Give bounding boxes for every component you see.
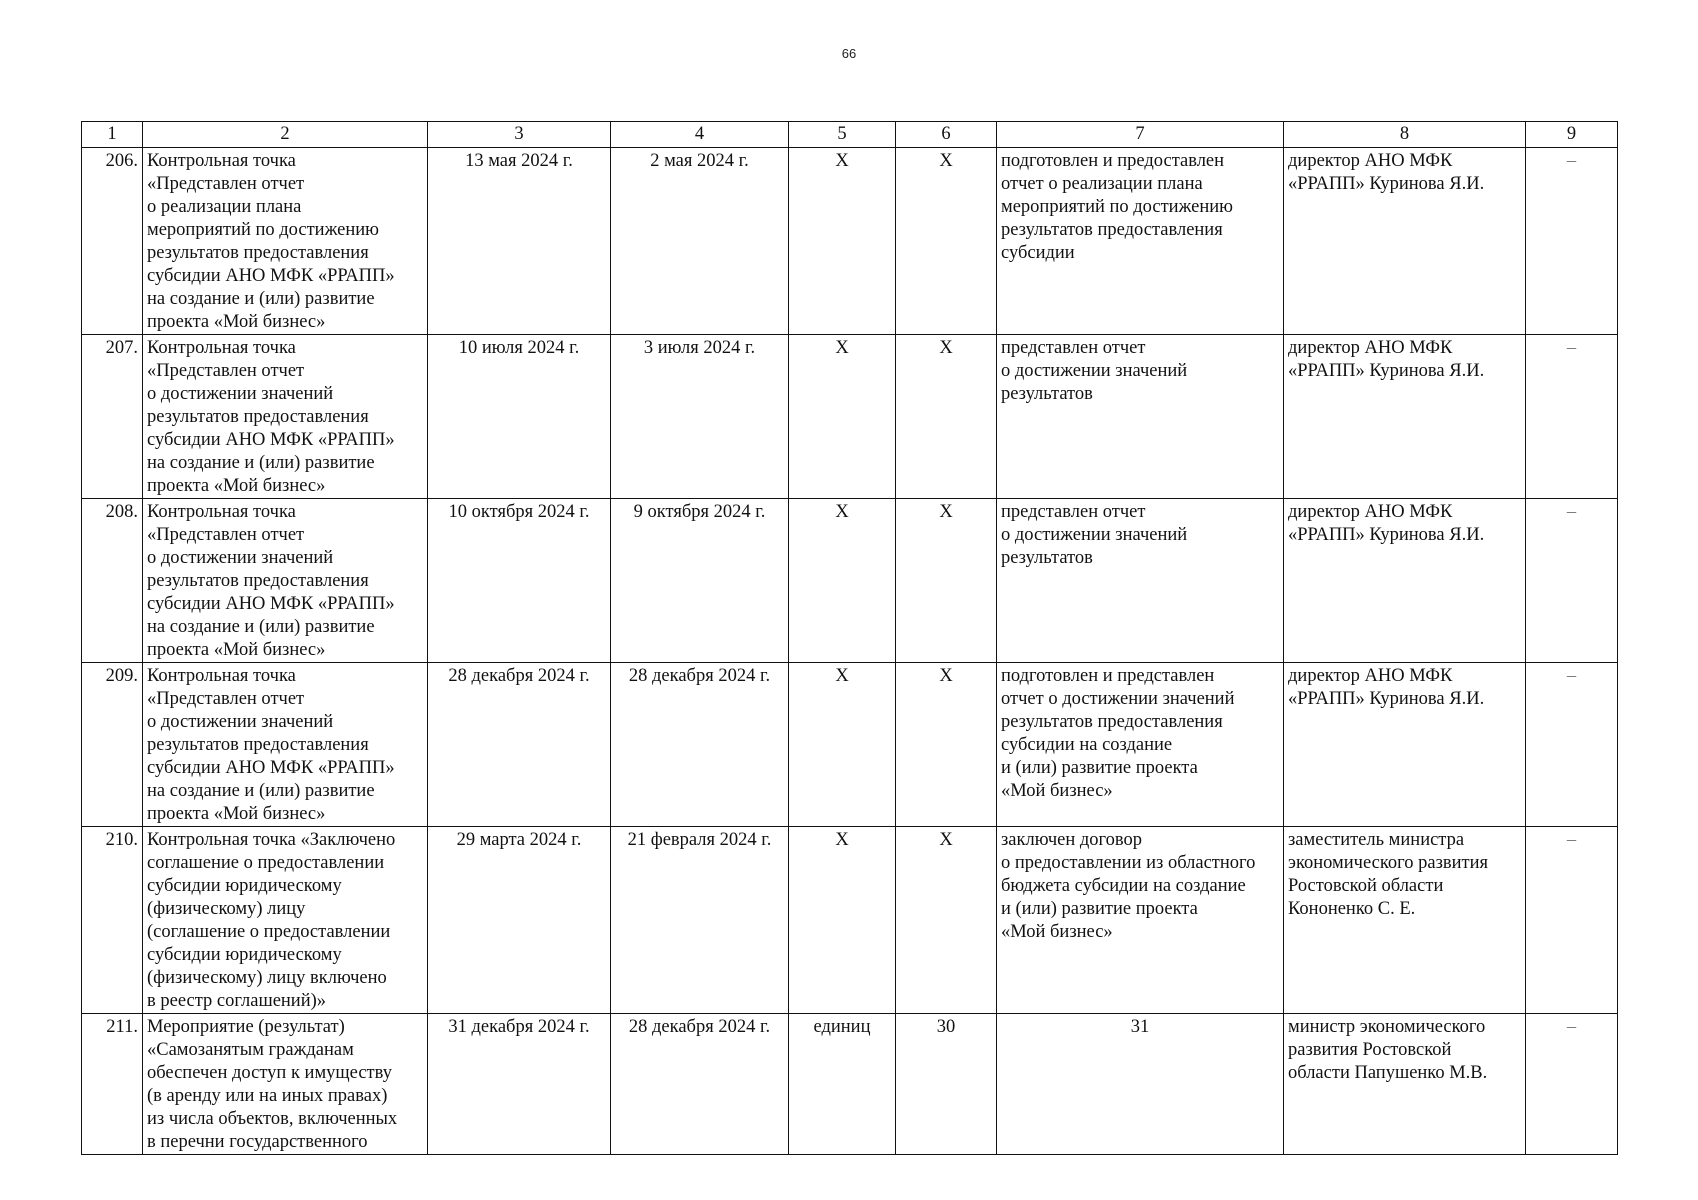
row-number: 210. (82, 827, 143, 1014)
column-header: 1 (82, 122, 143, 148)
fact-date: 28 декабря 2024 г. (611, 1014, 789, 1155)
note-cell: – (1526, 663, 1618, 827)
note-cell: – (1526, 148, 1618, 335)
fact-date: 28 декабря 2024 г. (611, 663, 789, 827)
responsible-cell: директор АНО МФК «РРАПП» Куринова Я.И. (1284, 335, 1526, 499)
plan-value-cell: Х (896, 663, 997, 827)
note-cell: – (1526, 499, 1618, 663)
row-number: 211. (82, 1014, 143, 1155)
responsible-cell: министр экономического развития Ростовской области Папушенко М.В. (1284, 1014, 1526, 1155)
column-header: 5 (789, 122, 896, 148)
responsible-cell: директор АНО МФК «РРАПП» Куринова Я.И. (1284, 499, 1526, 663)
result-cell: представлен отчет о достижении значений результатов (997, 499, 1284, 663)
column-header: 3 (428, 122, 611, 148)
responsible-cell: заместитель министра экономического развития Ростовской области Кононенко С. Е. (1284, 827, 1526, 1014)
unit-cell: Х (789, 148, 896, 335)
event-name: Контрольная точка «Заключено соглашение о предоставлении субсидии юридическому (физическому) лицу (соглашение о предоставлении субсидии юридическому (физическому) лицу включено в реестр соглашений)» (143, 827, 428, 1014)
responsible-cell: директор АНО МФК «РРАПП» Куринова Я.И. (1284, 663, 1526, 827)
plan-date: 31 декабря 2024 г. (428, 1014, 611, 1155)
plan-value-cell: Х (896, 335, 997, 499)
column-header: 6 (896, 122, 997, 148)
column-header: 7 (997, 122, 1284, 148)
row-number: 206. (82, 148, 143, 335)
fact-date: 9 октября 2024 г. (611, 499, 789, 663)
note-cell: – (1526, 1014, 1618, 1155)
column-header: 4 (611, 122, 789, 148)
column-header: 2 (143, 122, 428, 148)
unit-cell: Х (789, 663, 896, 827)
unit-cell: единиц (789, 1014, 896, 1155)
note-cell: – (1526, 335, 1618, 499)
unit-cell: Х (789, 499, 896, 663)
result-cell: подготовлен и предоставлен отчет о реализации плана мероприятий по достижению результатов предоставления субсидии (997, 148, 1284, 335)
result-cell: 31 (997, 1014, 1284, 1155)
table-row (82, 1014, 1618, 1155)
table-row (82, 499, 1618, 663)
column-header: 8 (1284, 122, 1526, 148)
event-name: Контрольная точка «Представлен отчет о достижении значений результатов предоставления субсидии АНО МФК «РРАПП» на создание и (или) развитие проекта «Мой бизнес» (143, 335, 428, 499)
event-name: Контрольная точка «Представлен отчет о достижении значений результатов предоставления субсидии АНО МФК «РРАПП» на создание и (или) развитие проекта «Мой бизнес» (143, 663, 428, 827)
table-row (82, 827, 1618, 1014)
row-number: 209. (82, 663, 143, 827)
plan-date: 13 мая 2024 г. (428, 148, 611, 335)
event-name: Контрольная точка «Представлен отчет о достижении значений результатов предоставления субсидии АНО МФК «РРАПП» на создание и (или) развитие проекта «Мой бизнес» (143, 499, 428, 663)
plan-date: 10 октября 2024 г. (428, 499, 611, 663)
result-cell: подготовлен и представлен отчет о достижении значений результатов предоставления субсидии на создание и (или) развитие проекта «Мой бизнес» (997, 663, 1284, 827)
plan-value-cell: Х (896, 827, 997, 1014)
column-header: 9 (1526, 122, 1618, 148)
plan-date: 29 марта 2024 г. (428, 827, 611, 1014)
plan-value-cell: Х (896, 148, 997, 335)
fact-date: 2 мая 2024 г. (611, 148, 789, 335)
event-name: Контрольная точка «Представлен отчет о реализации плана мероприятий по достижению результатов предоставления субсидии АНО МФК «РРАПП» на создание и (или) развитие проекта «Мой бизнес» (143, 148, 428, 335)
plan-value-cell: Х (896, 499, 997, 663)
table-row (82, 335, 1618, 499)
fact-date: 3 июля 2024 г. (611, 335, 789, 499)
row-number: 207. (82, 335, 143, 499)
plan-table (81, 121, 1618, 1155)
page-number: 66 (841, 46, 857, 61)
result-cell: представлен отчет о достижении значений результатов (997, 335, 1284, 499)
plan-date: 10 июля 2024 г. (428, 335, 611, 499)
result-cell: заключен договор о предоставлении из областного бюджета субсидии на создание и (или) развитие проекта «Мой бизнес» (997, 827, 1284, 1014)
fact-date: 21 февраля 2024 г. (611, 827, 789, 1014)
plan-date: 28 декабря 2024 г. (428, 663, 611, 827)
event-name: Мероприятие (результат) «Самозанятым гражданам обеспечен доступ к имуществу (в аренду или на иных правах) из числа объектов, включенных в перечни государственного (143, 1014, 428, 1155)
header-row (82, 122, 1618, 148)
unit-cell: Х (789, 827, 896, 1014)
plan-value-cell: 30 (896, 1014, 997, 1155)
table-row (82, 663, 1618, 827)
row-number: 208. (82, 499, 143, 663)
responsible-cell: директор АНО МФК «РРАПП» Куринова Я.И. (1284, 148, 1526, 335)
note-cell: – (1526, 827, 1618, 1014)
table-row (82, 148, 1618, 335)
unit-cell: Х (789, 335, 896, 499)
